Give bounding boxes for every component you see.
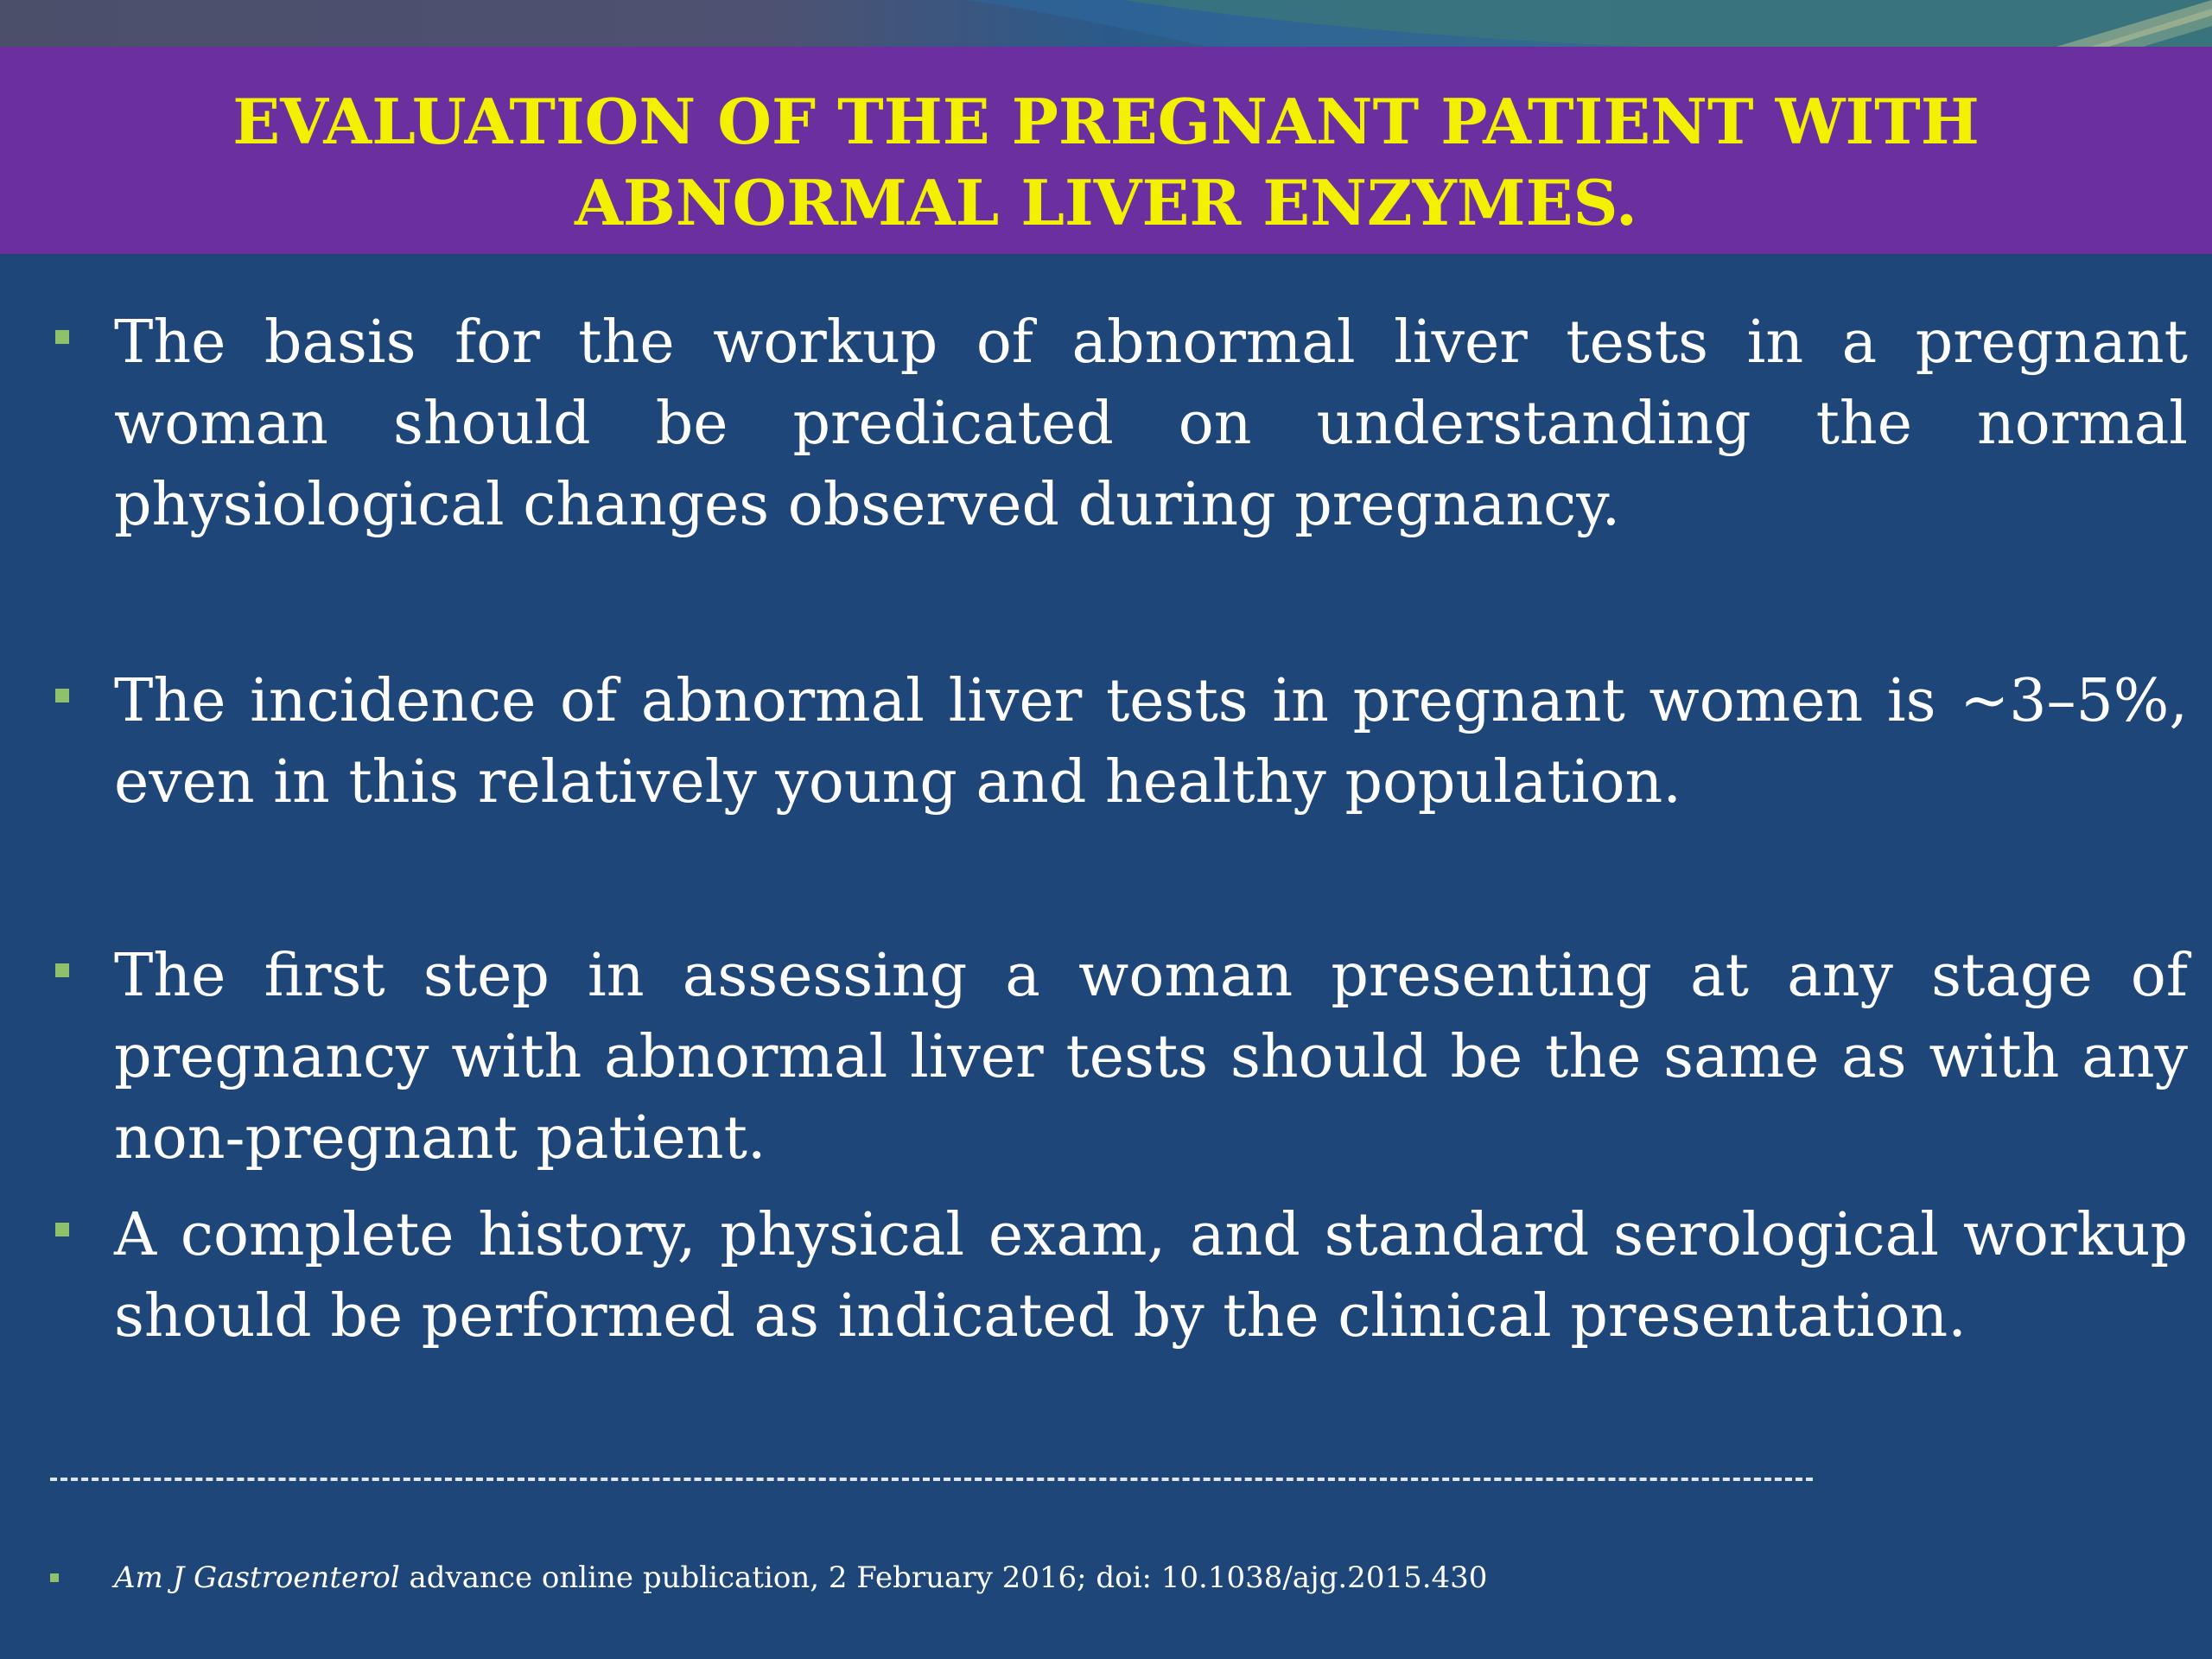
reference-details: advance online publication, 2 February 2016; doi: 10.1038/ajg.2015.430 — [399, 1560, 1488, 1595]
bullet-text: The first step in assessing a woman presenting at any stage of pregnancy with abnormal liver tests should be the same as with any non-pregnant patient. — [114, 942, 2188, 1173]
title-bar — [0, 47, 2212, 254]
bullet-square-icon — [55, 1223, 69, 1236]
header-wave-graphic — [0, 0, 2212, 47]
reference-text — [114, 1555, 1487, 1600]
reference-bullet-icon — [50, 1573, 59, 1582]
bullet-square-icon — [55, 689, 69, 702]
bullet-square-icon — [55, 963, 69, 977]
slide-title: EVALUATION OF THE PREGNANT PATIENT WITH ABNORMAL LIVER ENZYMES. — [232, 85, 1980, 239]
bullet-text: A complete history, physical exam, and standard serological workup should be performed as indicated by the clinical presentation. — [114, 1201, 2188, 1351]
decorative-header-band — [0, 0, 2212, 47]
reference-journal: Am J Gastroenterol — [114, 1560, 400, 1595]
bullet-square-icon — [55, 330, 69, 344]
bullet-text: The incidence of abnormal liver tests in pregnant women is ~3–5%, even in this relatively young and healthy population. — [114, 667, 2188, 817]
dashed-divider — [50, 1478, 1813, 1481]
bullet-text: The basis for the workup of abnormal liver tests in a pregnant woman should be predicated on understanding the normal physiological changes observed during pregnancy. — [114, 308, 2188, 539]
